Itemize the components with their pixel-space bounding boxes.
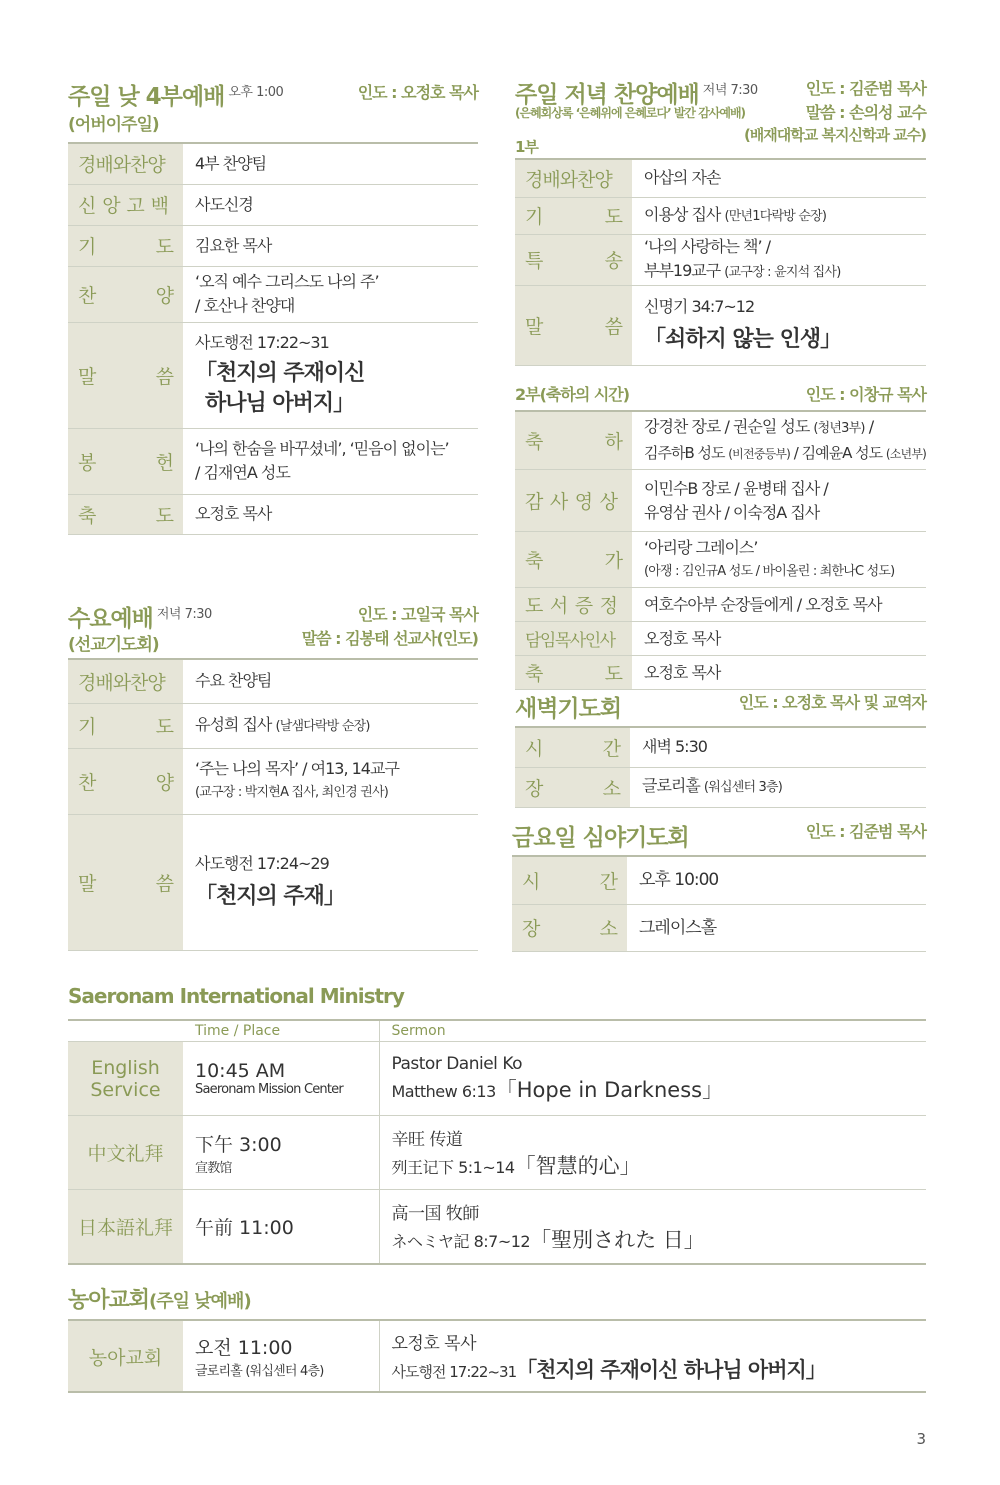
table-row	[68, 184, 478, 225]
row-label: 경배와찬양	[515, 159, 632, 197]
table-row	[515, 197, 926, 234]
deaf-church	[68, 1283, 926, 1393]
sermon: 高一国 牧師 ネヘミヤ記 8:7~12「聖別された 日」	[379, 1190, 926, 1264]
table-row	[68, 494, 478, 534]
row-label: 축 도	[68, 494, 183, 534]
friday-prayer	[512, 815, 926, 952]
col-time-place: Time / Place	[183, 1020, 379, 1042]
row-label: 말 씀	[68, 814, 183, 950]
row-label: 축 가	[515, 532, 632, 588]
table-row	[68, 322, 478, 428]
row-value: 오정호 목사	[632, 656, 926, 690]
dawn-prayer	[515, 686, 926, 808]
row-label: 축 도	[515, 656, 632, 690]
row-label: 장 소	[512, 904, 627, 951]
row-label: 담임목사인사	[515, 622, 632, 656]
international-table	[68, 1019, 926, 1265]
international-ministry	[68, 983, 926, 1265]
sermon: 오정호 목사 사도행전 17:22~31「천지의 주재이신 하나님 아버지」	[379, 1320, 926, 1392]
sunday-4th-header	[68, 74, 478, 142]
time-place: 10:45 AM Saeronam Mission Center	[183, 1042, 379, 1116]
row-value: 신명기 34:7~12 「쇠하지 않는 인생」	[632, 285, 926, 365]
row-value: 아삽의 자손	[632, 159, 926, 197]
sunday-evening-header	[515, 74, 926, 158]
row-label: 말 씀	[515, 285, 632, 365]
row-label: 기 도	[515, 197, 632, 234]
table-header-row	[68, 1020, 926, 1042]
row-label: 경배와찬양	[68, 659, 183, 703]
table-row	[68, 814, 478, 950]
row-label: 시 간	[512, 856, 627, 904]
table-row	[68, 659, 478, 703]
row-value: 이용상 집사 (만년1다락방 순장)	[632, 197, 926, 234]
sunday-evening-service	[515, 74, 926, 690]
deaf-church-header	[68, 1283, 926, 1319]
sunday-evening-part1-table	[515, 158, 926, 366]
page-number: 3	[916, 1430, 926, 1448]
row-value: ‘아리랑 그레이스’ (아쟁 : 김인규A 성도 / 바이올린 : 최한나C 성도)	[632, 532, 926, 588]
sunday-evening-preacher-affiliation: (배재대학교 복지신학과 교수)	[743, 126, 926, 144]
table-row	[515, 470, 926, 532]
sunday-4th-subtitle: (어버이주일)	[68, 115, 159, 135]
table-row	[515, 767, 926, 807]
table-row	[515, 411, 926, 470]
row-value: 4부 찬양팀	[183, 143, 478, 184]
row-label: 中文礼拜	[68, 1116, 183, 1190]
row-value: ‘오직 예수 그리스도 나의 주’ / 호산나 찬양대	[183, 266, 478, 322]
sermon: 辛旺 传道 列王记下 5:1~14「智慧的心」	[379, 1116, 926, 1190]
sunday-4th-service	[68, 74, 478, 535]
table-row	[68, 266, 478, 322]
row-label: 특 송	[515, 234, 632, 285]
deaf-church-table	[68, 1319, 926, 1393]
part2-header	[515, 368, 926, 410]
table-row	[512, 904, 926, 951]
sunday-evening-time: 저녁 7:30	[702, 83, 758, 98]
dawn-leader: 인도 : 오정호 목사 및 교역자	[738, 693, 926, 712]
table-row	[68, 225, 478, 266]
col-sermon: Sermon	[379, 1020, 926, 1042]
table-row	[515, 532, 926, 588]
sunday-4th-table	[68, 142, 478, 535]
dawn-table	[515, 726, 926, 808]
table-row	[68, 1042, 926, 1116]
table-row	[515, 234, 926, 285]
row-label: 日本語礼拜	[68, 1190, 183, 1264]
sunday-evening-title: 주일 저녁 찬양예배 $^{저녁 7:30}$	[515, 82, 758, 108]
row-label: 봉 헌	[68, 428, 183, 494]
friday-header	[512, 815, 926, 855]
international-title: Saeronam International Ministry	[68, 984, 404, 1008]
sunday-evening-part2-table	[515, 410, 926, 691]
table-row	[515, 656, 926, 690]
table-row	[515, 159, 926, 197]
wednesday-header	[68, 596, 478, 658]
wednesday-service	[68, 596, 478, 951]
table-row	[515, 285, 926, 365]
time-place: 下午 3:00 宣教馆	[183, 1116, 379, 1190]
row-label: 기 도	[68, 703, 183, 748]
sermon: Pastor Daniel Ko Matthew 6:13「Hope in Darkness」	[379, 1042, 926, 1116]
table-row	[68, 748, 478, 814]
table-row	[515, 622, 926, 656]
wednesday-subtitle: (선교기도회)	[68, 635, 159, 655]
table-row	[68, 703, 478, 748]
sunday-evening-subtitle: (은혜회상록 ‘은혜위에 은혜로다’ 발간 감사예배)	[515, 106, 746, 120]
table-row	[68, 1116, 926, 1190]
friday-table	[512, 855, 926, 952]
time-place: 午前 11:00	[183, 1190, 379, 1264]
row-value: 새벽 5:30	[630, 727, 926, 767]
row-value: 이민수B 장로 / 윤병태 집사 / 유영삼 권사 / 이숙정A 집사	[632, 470, 926, 532]
table-row	[515, 588, 926, 622]
table-row	[68, 143, 478, 184]
sunday-4th-time: 오후 1:00	[228, 85, 284, 100]
sunday-4th-title: 주일 낮 4부예배 $^{오후 1:00}$	[68, 84, 284, 110]
row-value: ‘주는 나의 목자’ / 여13, 14교구 (교구장 : 박지현A 집사, 최인경 권사)	[183, 748, 478, 814]
part2-label: 2부(축하의 시간)	[515, 384, 630, 404]
row-value: ‘나의 사랑하는 책’ / 부부19교구 (교구장 : 윤지석 집사)	[632, 234, 926, 285]
row-label: 감 사 영 상	[515, 470, 632, 532]
row-value: 사도행전 17:22~31 「천지의 주재이신 하나님 아버지」	[183, 322, 478, 428]
row-value: 강경찬 장로 / 권순일 성도 (청년3부) / 김주하B 성도 (비전중등부) / 김예윤A 성도 (소년부)	[632, 411, 926, 470]
row-value: 글로리홀 (워십센터 3층)	[630, 767, 926, 807]
row-value: 김요한 목사	[183, 225, 478, 266]
time-place: 오전 11:00 글로리홀 (워십센터 4층)	[183, 1320, 379, 1392]
dawn-title: 새벽기도회	[515, 696, 622, 722]
row-value: 유성희 집사 (날샘다락방 순장)	[183, 703, 478, 748]
row-label: 농아교회	[68, 1320, 183, 1392]
row-value: 사도행전 17:24~29 「천지의 주재」	[183, 814, 478, 950]
row-label: English Service	[68, 1042, 183, 1116]
row-label: 신 앙 고 백	[68, 184, 183, 225]
row-label: 기 도	[68, 225, 183, 266]
row-value: 그레이스홀	[627, 904, 926, 951]
row-value: 오정호 목사	[183, 494, 478, 534]
row-label: 시 간	[515, 727, 630, 767]
wednesday-table	[68, 658, 478, 951]
table-row	[68, 428, 478, 494]
table-row	[68, 1320, 926, 1392]
row-label: 찬 양	[68, 748, 183, 814]
sunday-evening-preacher: 말씀 : 손의성 교수	[805, 103, 926, 122]
row-value: 오정호 목사	[632, 622, 926, 656]
wednesday-title: 수요예배 $^{저녁 7:30}$	[68, 606, 212, 632]
row-label: 축 하	[515, 411, 632, 470]
row-value: 사도신경	[183, 184, 478, 225]
row-label: 도 서 증 정	[515, 588, 632, 622]
row-label: 말 씀	[68, 322, 183, 428]
friday-title: 금요일 심야기도회	[512, 825, 689, 851]
row-value: 수요 찬양팀	[183, 659, 478, 703]
row-label: 경배와찬양	[68, 143, 183, 184]
row-value: ‘나의 한숨을 바꾸셨네’, ‘믿음이 없이는’ / 김재연A 성도	[183, 428, 478, 494]
sunday-4th-leader: 인도 : 오정호 목사	[357, 83, 478, 102]
wednesday-time: 저녁 7:30	[156, 607, 212, 622]
row-value: 여호수아부 순장들에게 / 오정호 목사	[632, 588, 926, 622]
table-row	[68, 1190, 926, 1264]
table-row	[515, 727, 926, 767]
wednesday-preacher: 말씀 : 김봉태 선교사(인도)	[301, 629, 478, 648]
sunday-evening-leader: 인도 : 김준범 목사	[805, 79, 926, 98]
row-value: 오후 10:00	[627, 856, 926, 904]
deaf-church-subtitle: (주일 낮예배)	[149, 1291, 251, 1312]
part1-label: 1부	[515, 138, 538, 156]
row-label: 찬 양	[68, 266, 183, 322]
friday-leader: 인도 : 김준범 목사	[805, 822, 926, 841]
deaf-church-title: 농아교회	[68, 1288, 150, 1313]
table-row	[512, 856, 926, 904]
part2-leader: 인도 : 이창규 목사	[805, 384, 926, 404]
row-label: 장 소	[515, 767, 630, 807]
wednesday-leader: 인도 : 고일국 목사	[357, 605, 478, 624]
dawn-header	[515, 686, 926, 726]
